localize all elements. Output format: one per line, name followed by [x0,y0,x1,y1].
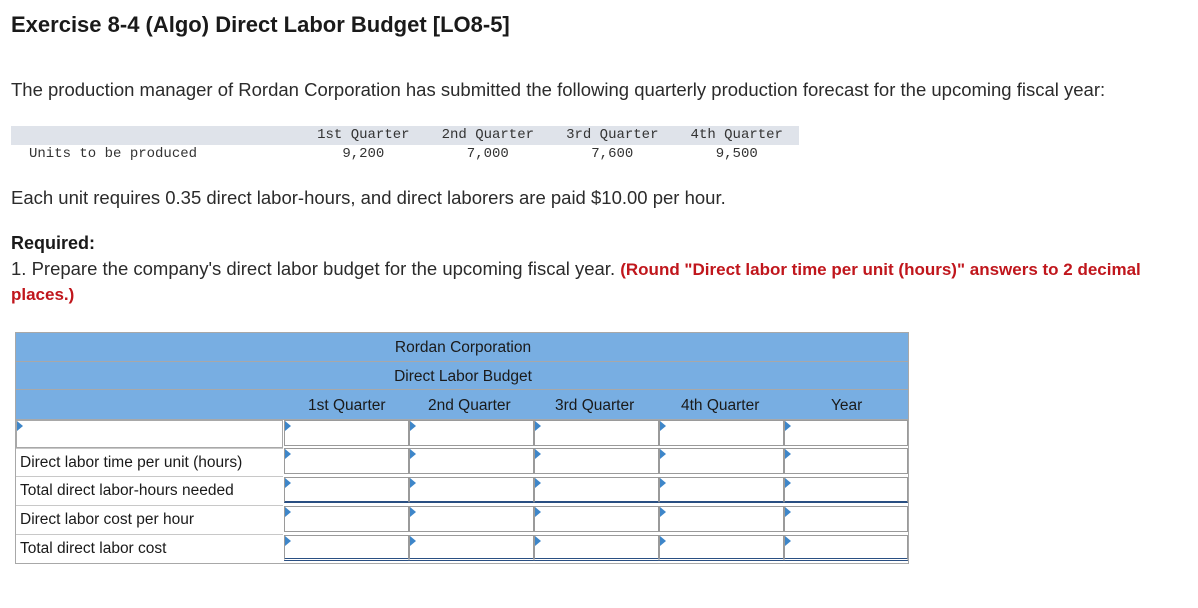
dropdown-marker-icon [660,536,666,546]
labor-hours-input-q1[interactable] [284,477,409,503]
dropdown-marker-icon [285,449,291,459]
forecast-value-q3: 7,600 [591,146,634,162]
units-input-q3[interactable] [534,420,659,446]
budget-company-name: Rordan Corporation [394,339,532,356]
dropdown-marker-icon [660,449,666,459]
dropdown-marker-icon [285,421,291,431]
required-text: 1. Prepare the company's direct labor budget for the upcoming fiscal year. [11,258,621,279]
forecast-col-q2: 2nd Quarter [426,126,550,145]
rounding-instruction: (Round "Direct labor time per unit (hours)" answers to 2 decimal places.) [11,260,1141,304]
labor-time-input-q2[interactable] [409,448,534,474]
labor-hours-input-q3[interactable] [534,477,659,503]
forecast-header-row [11,126,799,145]
budget-col-q1: 1st Quarter [308,397,386,414]
budget-title: Direct Labor Budget [394,368,532,385]
total-cost-input-q3[interactable] [534,535,659,561]
forecast-col-q4: 4th Quarter [675,126,799,145]
dropdown-marker-icon [785,478,791,488]
budget-col-q4: 4th Quarter [681,397,760,414]
total-cost-input-year[interactable] [784,535,908,561]
dropdown-marker-icon [535,421,541,431]
total-cost-input-q4[interactable] [659,535,784,561]
row-label-total-cost: Total direct labor cost [20,540,167,557]
forecast-col-q3: 3rd Quarter [550,126,674,145]
units-label-dropdown[interactable] [16,420,283,448]
forecast-value-q2: 7,000 [466,146,509,162]
labor-hours-input-q4[interactable] [659,477,784,503]
row-label-labor-time: Direct labor time per unit (hours) [16,448,283,477]
units-input-q4[interactable] [659,420,784,446]
forecast-value-q1: 9,200 [342,146,385,162]
labor-time-input-year[interactable] [784,448,908,474]
dropdown-marker-icon [660,507,666,517]
budget-col-q3: 3rd Quarter [555,397,635,414]
labor-hours-input-q2[interactable] [409,477,534,503]
forecast-units-row [11,145,799,164]
budget-col-q2: 2nd Quarter [428,397,511,414]
row-label-labor-hours: Total direct labor-hours needed [16,477,283,506]
budget-col-year: Year [831,397,863,414]
page-title: Exercise 8-4 (Algo) Direct Labor Budget [LO8-5] [11,12,510,37]
row-label-cost-per-hour: Direct labor cost per hour [16,506,283,535]
forecast-table [11,126,799,164]
dropdown-marker-icon [535,507,541,517]
labor-hours-input-year[interactable] [784,477,908,503]
dropdown-marker-icon [660,421,666,431]
total-cost-input-q2[interactable] [409,535,534,561]
labor-rate-note: Each unit requires 0.35 direct labor-hours, and direct laborers are paid $10.00 per hour. [11,187,726,208]
labor-time-input-q4[interactable] [659,448,784,474]
forecast-corner [11,126,301,145]
dropdown-marker-icon [535,478,541,488]
dropdown-marker-icon [785,449,791,459]
dropdown-marker-icon [17,421,23,431]
labor-time-input-q3[interactable] [534,448,659,474]
intro-text: The production manager of Rordan Corporation has submitted the following quarterly production forecast for the upcoming fiscal year: [11,79,1106,100]
forecast-col-q1: 1st Quarter [301,126,425,145]
cost-per-hour-input-q1[interactable] [284,506,409,532]
dropdown-marker-icon [785,421,791,431]
budget-title-header [15,361,909,390]
cost-per-hour-input-year[interactable] [784,506,908,532]
units-input-q1[interactable] [284,420,409,446]
dropdown-marker-icon [535,536,541,546]
dropdown-marker-icon [410,449,416,459]
dropdown-marker-icon [660,478,666,488]
dropdown-marker-icon [535,449,541,459]
dropdown-marker-icon [785,507,791,517]
dropdown-marker-icon [285,536,291,546]
dropdown-marker-icon [410,478,416,488]
budget-company-header [15,332,909,362]
dropdown-marker-icon [285,507,291,517]
required-heading: Required: [11,233,96,253]
units-input-year[interactable] [784,420,908,446]
dropdown-marker-icon [410,536,416,546]
budget-column-header [15,389,909,420]
required-instruction [11,257,1186,307]
cost-per-hour-input-q2[interactable] [409,506,534,532]
direct-labor-budget-grid [15,332,909,564]
dropdown-marker-icon [410,507,416,517]
cost-per-hour-input-q4[interactable] [659,506,784,532]
forecast-row-label: Units to be produced [29,146,198,162]
total-cost-input-q1[interactable] [284,535,409,561]
dropdown-marker-icon [410,421,416,431]
labor-time-input-q1[interactable] [284,448,409,474]
dropdown-marker-icon [785,536,791,546]
forecast-value-q4: 9,500 [715,146,758,162]
dropdown-marker-icon [285,478,291,488]
units-input-q2[interactable] [409,420,534,446]
cost-per-hour-input-q3[interactable] [534,506,659,532]
